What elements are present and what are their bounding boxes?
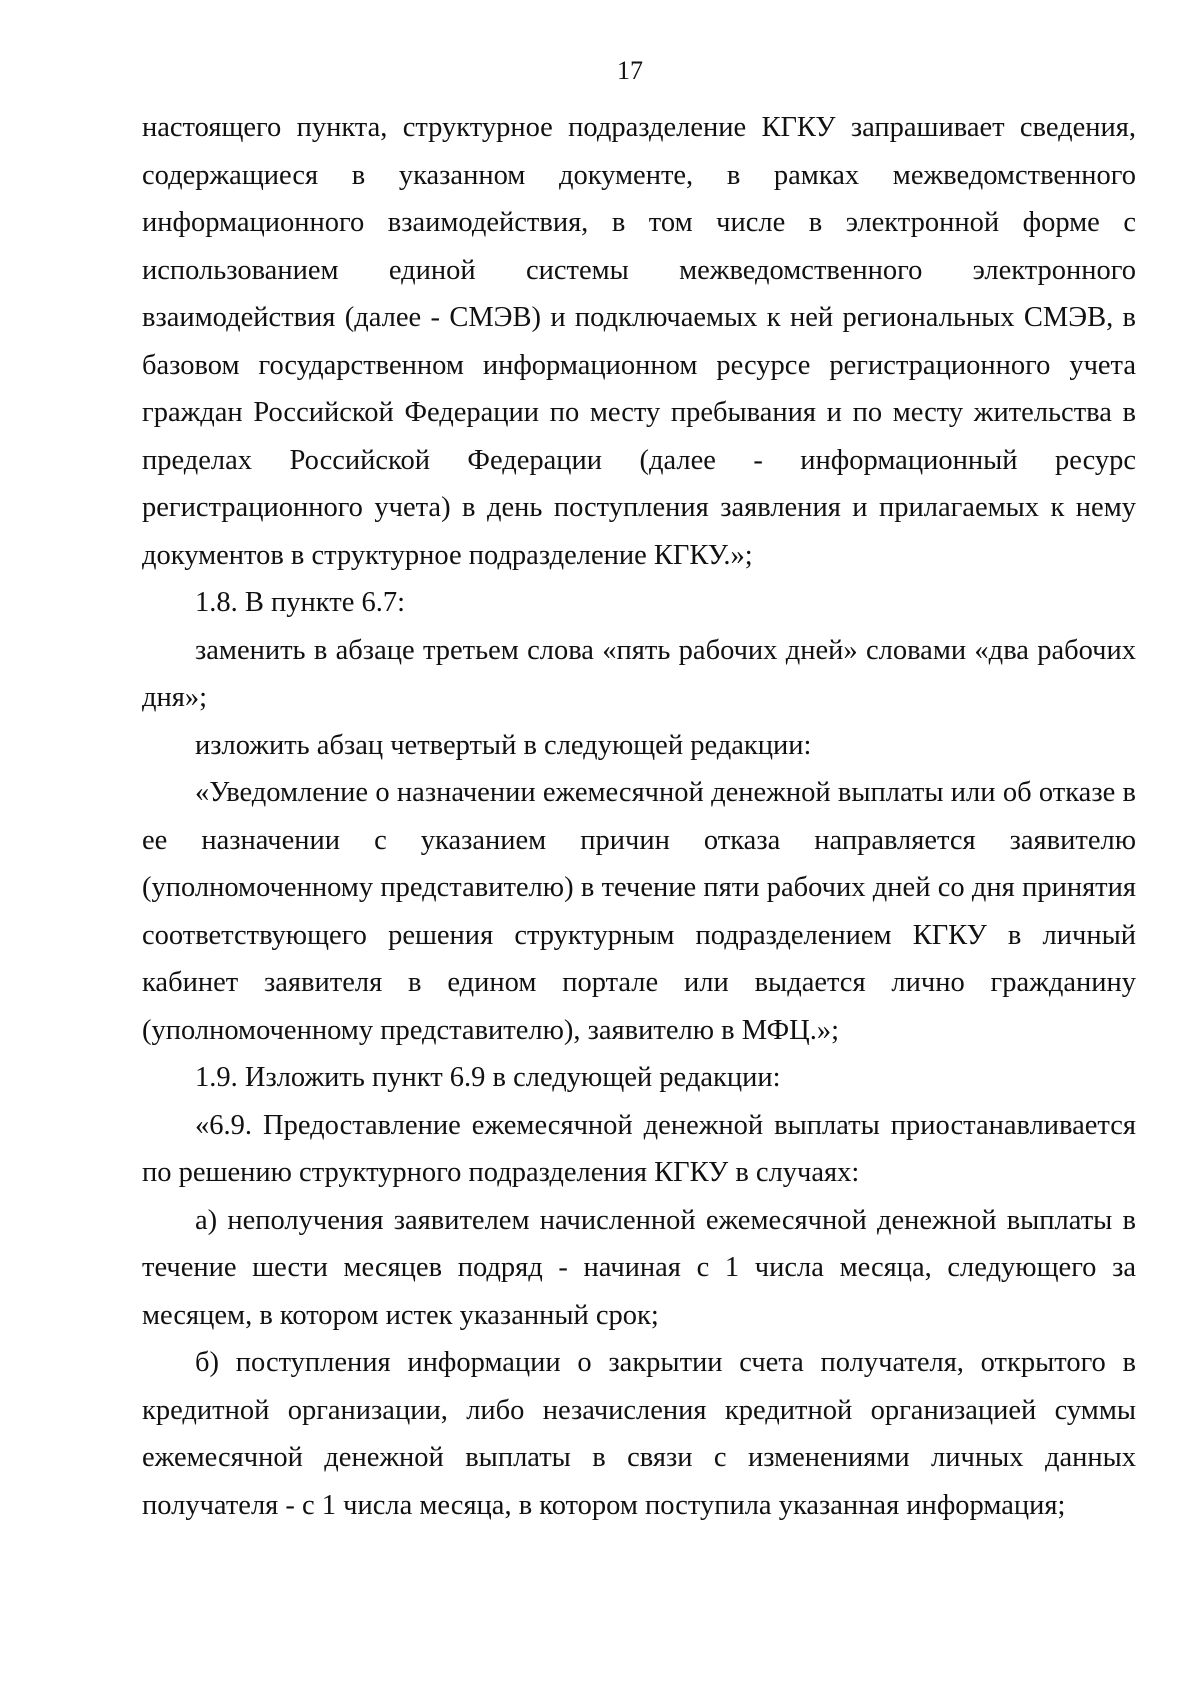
- paragraph-subitem-b: б) поступления информации о закрытии счета получателя, открытого в кредитной организации, либо незачисления кредитной организацией суммы ежемесячной денежной выплаты в связи с изменениями личных данных получателя - с 1 числа месяца, в котором поступила указанная информация;: [142, 1347, 1136, 1521]
- paragraph-notification-quote: «Уведомление о назначении ежемесячной денежной выплаты или об отказе в ее назначении с указанием причин отказа направляется заявителю (уполномоченному представителю) в течение пяти рабочих дней со дня принятия соответствующего решения структурным подразделением КГКУ в личный кабинет заявителя в едином портале или выдается лично гражданину (уполномоченному представителю), заявителю в МФЦ.»;: [142, 777, 1136, 1046]
- paragraph-item-1-8: 1.8. В пункте 6.7:: [195, 587, 406, 618]
- paragraph-item-1-9: 1.9. Изложить пункт 6.9 в следующей редакции:: [195, 1062, 781, 1093]
- paragraph-6-9-quote: «6.9. Предоставление ежемесячной денежной выплаты приостанавливается по решению структурного подразделения КГКУ в случаях:: [142, 1109, 1136, 1188]
- paragraph-replace-words: заменить в абзаце третьем слова «пять рабочих дней» словами «два рабочих дня»;: [142, 634, 1136, 713]
- paragraph-continuation: настоящего пункта, структурное подразделение КГКУ запрашивает сведения, содержащиеся в указанном документе, в рамках межведомственного информационного взаимодействия, в том числе в электронной форме с использованием единой системы межведомственного электронного взаимодействия (далее - СМЭВ) и подключаемых к ней региональных СМЭВ, в базовом государственном информационном ресурсе регистрационного учета граждан Российской Федерации по месту пребывания и по месту жительства в пределах Российской Федерации (далее - информационный ресурс регистрационного учета) в день поступления заявления и прилагаемых к нему документов в структурное подразделение КГКУ.»;: [142, 112, 1136, 571]
- paragraph-subitem-a: а) неполучения заявителем начисленной ежемесячной денежной выплаты в течение шести месяцев подряд - начиная с 1 числа месяца, следующего за месяцем, в котором истек указанный срок;: [142, 1204, 1136, 1331]
- page-number: 17: [617, 56, 643, 85]
- document-body: [142, 104, 1136, 1529]
- paragraph-restate-fourth: изложить абзац четвертый в следующей редакции:: [195, 729, 812, 761]
